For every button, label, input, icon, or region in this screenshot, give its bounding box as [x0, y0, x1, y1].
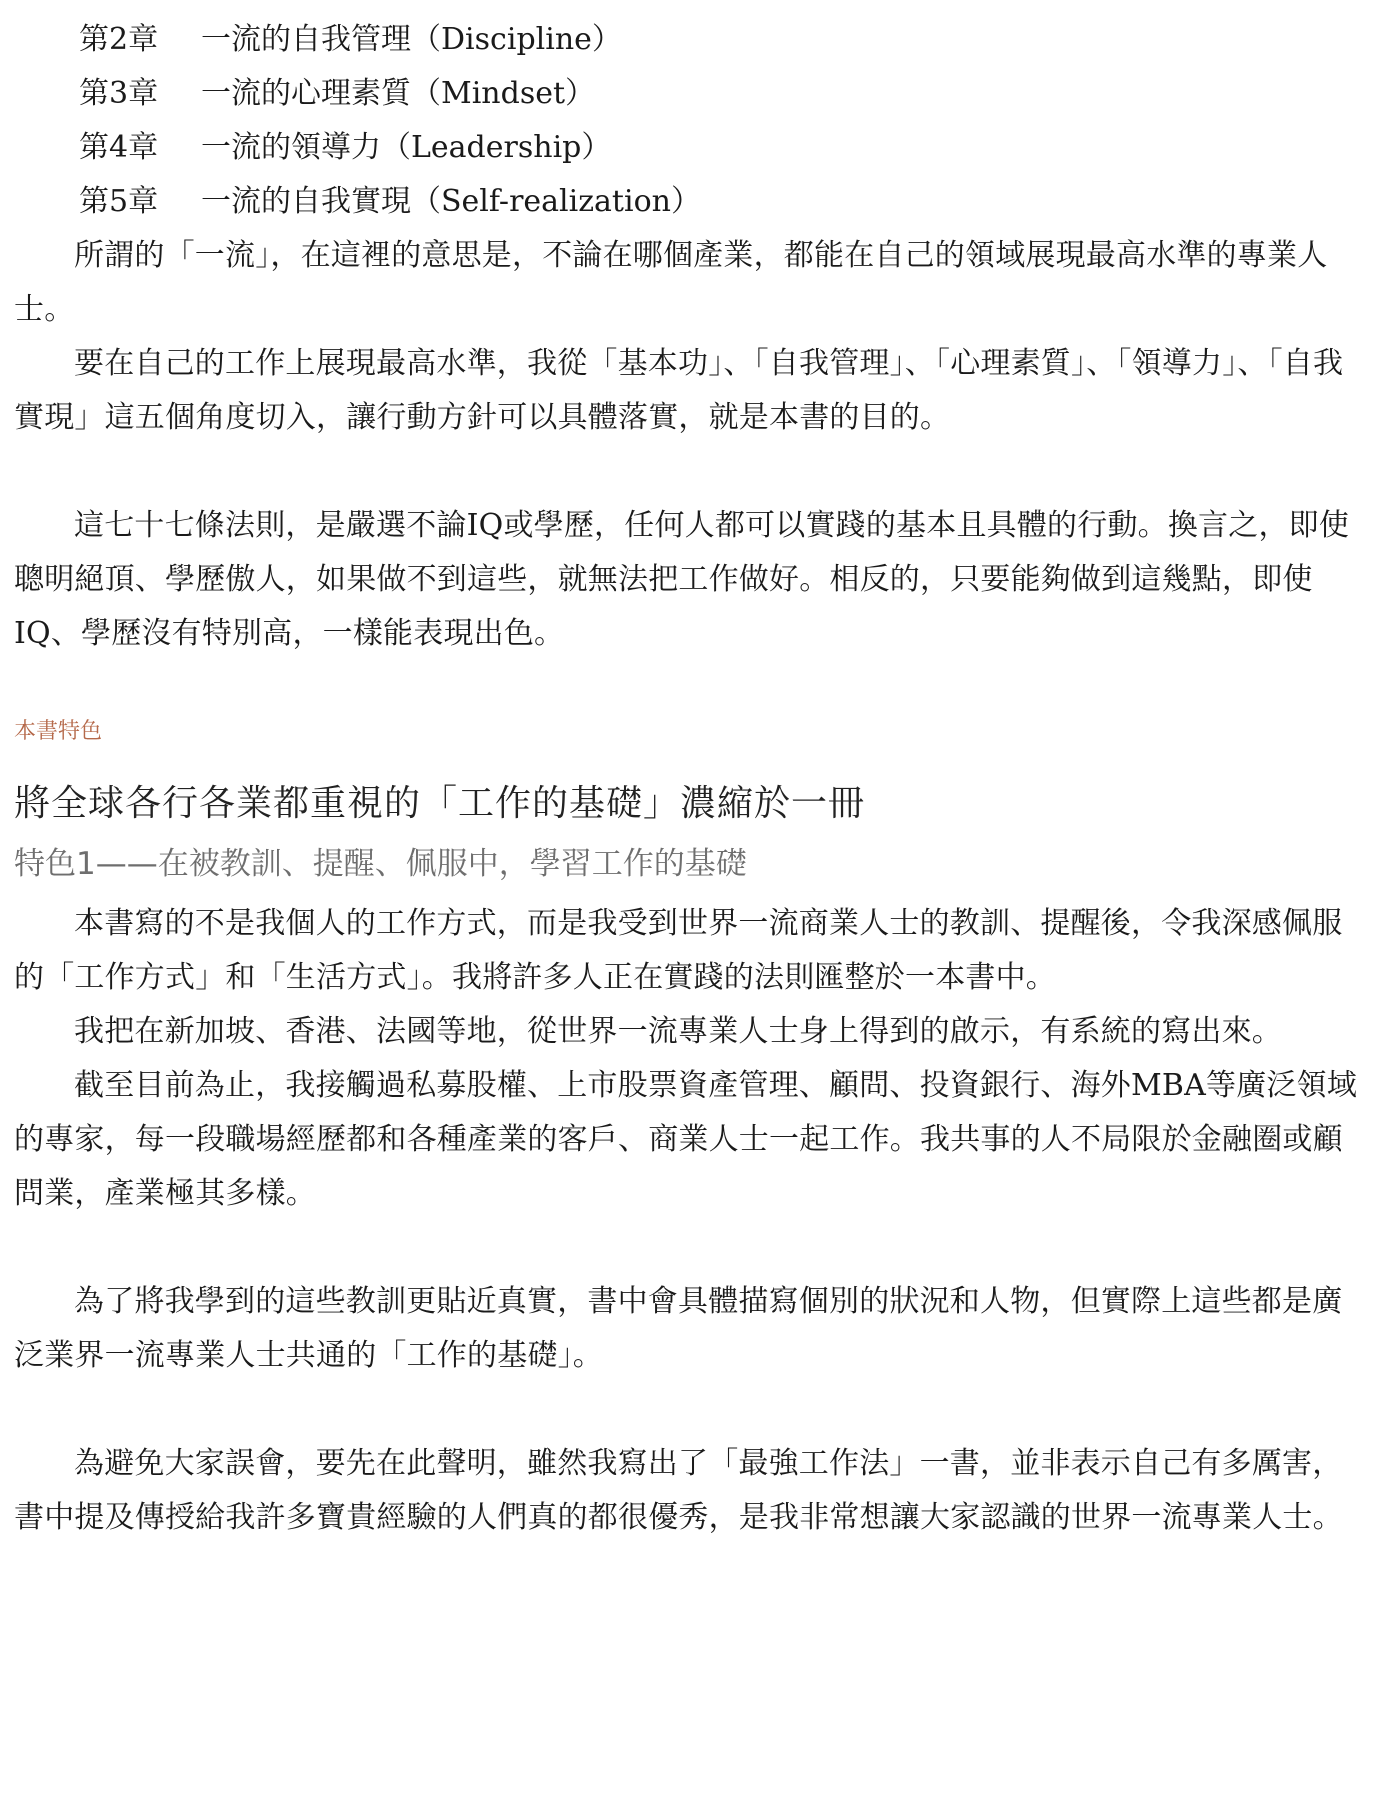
feature-paragraph-3: 截至目前為止，我接觸過私募股權、上市股票資產管理、顧問、投資銀行、海外MBA等廣泛領域的專家，每一段職場經歷都和各種產業的客戶、商業人士一起工作。我共事的人不局限於金融圈或顧問業，產業極其多樣。	[14, 1068, 1358, 1211]
intro-paragraph-3: 這七十七條法則，是嚴選不論IQ或學歷，任何人都可以實踐的基本且具體的行動。換言之，即使聰明絕頂、學歷傲人，如果做不到這些，就無法把工作做好。相反的，只要能夠做到這幾點，即使IQ、學歷沒有特別高，一樣能表現出色。	[14, 508, 1350, 651]
toc-item	[14, 67, 1371, 121]
feature-paragraph-2: 我把在新加坡、香港、法國等地，從世界一流專業人士身上得到的啟示，有系統的寫出來。	[74, 1014, 1282, 1049]
section-tag: 本書特色	[14, 719, 103, 744]
table-of-contents	[14, 0, 1371, 229]
toc-chapter-number: 第3章	[79, 76, 159, 111]
paragraph-gap	[14, 1383, 1371, 1437]
toc-item	[14, 121, 1371, 175]
toc-item	[14, 13, 1371, 67]
toc-chapter-number: 第4章	[79, 130, 159, 165]
feature-paragraph-5: 為避免大家誤會，要先在此聲明，雖然我寫出了「最強工作法」一書，並非表示自己有多厲害，書中提及傳授給我許多寶貴經驗的人們真的都很優秀，是我非常想讓大家認識的世界一流專業人士。	[14, 1446, 1343, 1535]
paragraph-gap	[14, 1221, 1371, 1275]
paragraph-gap	[14, 445, 1371, 499]
section-headline: 將全球各行各業都重視的「工作的基礎」濃縮於一冊	[14, 783, 866, 824]
intro-paragraph-2: 要在自己的工作上展現最高水準，我從「基本功」、「自我管理」、「心理素質」、「領導力」、「自我實現」這五個角度切入，讓行動方針可以具體落實，就是本書的目的。	[14, 346, 1344, 435]
toc-chapter-title: 一流的領導力（Leadership）	[201, 130, 612, 165]
toc-chapter-title: 一流的自我實現（Self-realization）	[201, 184, 701, 219]
toc-chapter-number: 第5章	[79, 184, 159, 219]
toc-chapter-number: 第2章	[79, 22, 159, 57]
feature-subheading: 特色1——在被教訓、提醒、佩服中，學習工作的基礎	[14, 846, 747, 882]
toc-item	[14, 175, 1371, 229]
feature-paragraph-4: 為了將我學到的這些教訓更貼近真實，書中會具體描寫個別的狀況和人物，但實際上這些都是廣泛業界一流專業人士共通的「工作的基礎」。	[14, 1284, 1343, 1373]
feature-paragraph-1: 本書寫的不是我個人的工作方式，而是我受到世界一流商業人士的教訓、提醒後，令我深感佩服的「工作方式」和「生活方式」。我將許多人正在實踐的法則匯整於一本書中。	[14, 906, 1343, 995]
toc-chapter-title: 一流的自我管理（Discipline）	[201, 22, 622, 57]
toc-chapter-title: 一流的心理素質（Mindset）	[201, 76, 596, 111]
intro-paragraph-1: 所謂的「一流」，在這裡的意思是，不論在哪個產業，都能在自己的領域展現最高水準的專業人士。	[14, 238, 1328, 327]
